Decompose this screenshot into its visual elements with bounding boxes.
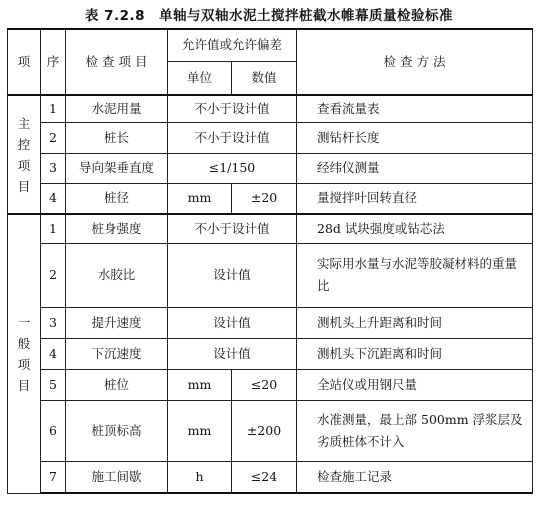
row-item: 水胶比 bbox=[66, 243, 168, 307]
row-seq: 1 bbox=[41, 214, 66, 243]
row-item: 提升速度 bbox=[66, 307, 168, 338]
row-method: 28d 试块强度或钻芯法 bbox=[297, 214, 533, 243]
row-value: 设计值 bbox=[168, 243, 297, 307]
group-char: 目 bbox=[17, 178, 31, 194]
row-method: 经纬仪测量 bbox=[297, 153, 533, 183]
row-seq: 4 bbox=[41, 338, 66, 369]
row-item: 施工间歇 bbox=[66, 461, 168, 493]
row-value: 设计值 bbox=[168, 307, 297, 338]
row-unit: mm bbox=[168, 400, 232, 461]
header-check-item: 检 查 项 目 bbox=[66, 29, 168, 95]
row-method: 测钻杆长度 bbox=[297, 122, 533, 153]
row-seq: 7 bbox=[41, 461, 66, 493]
row-value: ≤24 bbox=[232, 461, 297, 493]
row-value: 不小于设计值 bbox=[168, 214, 297, 243]
header-value: 数值 bbox=[232, 61, 297, 95]
row-item: 桩顶标高 bbox=[66, 400, 168, 461]
row-seq: 2 bbox=[41, 243, 66, 307]
table-title: 表 7.2.8 单轴与双轴水泥土搅拌桩截水帷幕质量检验标准 bbox=[84, 8, 454, 24]
row-method: 查看流量表 bbox=[297, 95, 533, 122]
row-seq: 2 bbox=[41, 122, 66, 153]
row-value: 设计值 bbox=[168, 338, 297, 369]
group-char: 项 bbox=[17, 356, 31, 372]
group-char: 主 bbox=[17, 115, 31, 131]
row-unit: h bbox=[168, 461, 232, 493]
quality-inspection-table bbox=[7, 28, 533, 494]
header-unit: 单位 bbox=[168, 61, 232, 95]
row-method: 全站仪或用钢尺量 bbox=[297, 369, 533, 400]
group-char: 一 bbox=[17, 314, 31, 330]
row-item: 导向架垂直度 bbox=[66, 153, 168, 183]
row-seq: 5 bbox=[41, 369, 66, 400]
header-allow: 允许值或允许偏差 bbox=[168, 29, 297, 61]
group-main-control bbox=[8, 95, 41, 214]
row-seq: 4 bbox=[41, 183, 66, 214]
row-value: 不小于设计值 bbox=[168, 95, 297, 122]
header-seq: 序 bbox=[41, 29, 66, 95]
row-method: 测机头下沉距离和时间 bbox=[297, 338, 533, 369]
group-char: 般 bbox=[17, 335, 31, 351]
row-item: 桩长 bbox=[66, 122, 168, 153]
group-general bbox=[8, 214, 41, 493]
row-method: 实际用水量与水泥等胶凝材料的重量比 bbox=[297, 243, 533, 307]
header-item: 项 bbox=[8, 29, 41, 95]
row-item: 水泥用量 bbox=[66, 95, 168, 122]
row-seq: 6 bbox=[41, 400, 66, 461]
row-unit: mm bbox=[168, 369, 232, 400]
row-unit: mm bbox=[168, 183, 232, 214]
group-char: 控 bbox=[17, 136, 31, 152]
group-char: 项 bbox=[17, 157, 31, 173]
row-item: 桩径 bbox=[66, 183, 168, 214]
row-item: 下沉速度 bbox=[66, 338, 168, 369]
row-item: 桩身强度 bbox=[66, 214, 168, 243]
row-value: ±200 bbox=[232, 400, 297, 461]
group-char: 目 bbox=[17, 377, 31, 393]
row-value: 不小于设计值 bbox=[168, 122, 297, 153]
row-value: ±20 bbox=[232, 183, 297, 214]
row-method: 测机头上升距离和时间 bbox=[297, 307, 533, 338]
row-value: ≤1/150 bbox=[168, 153, 297, 183]
row-seq: 1 bbox=[41, 95, 66, 122]
header-method: 检 查 方 法 bbox=[297, 29, 533, 95]
row-seq: 3 bbox=[41, 153, 66, 183]
row-item: 桩位 bbox=[66, 369, 168, 400]
row-seq: 3 bbox=[41, 307, 66, 338]
row-method: 检查施工记录 bbox=[297, 461, 533, 493]
row-value: ≤20 bbox=[232, 369, 297, 400]
row-method: 量搅拌叶回转直径 bbox=[297, 183, 533, 214]
row-method: 水准测量，最上部 500mm 浮浆层及劣质桩体不计入 bbox=[297, 400, 533, 461]
